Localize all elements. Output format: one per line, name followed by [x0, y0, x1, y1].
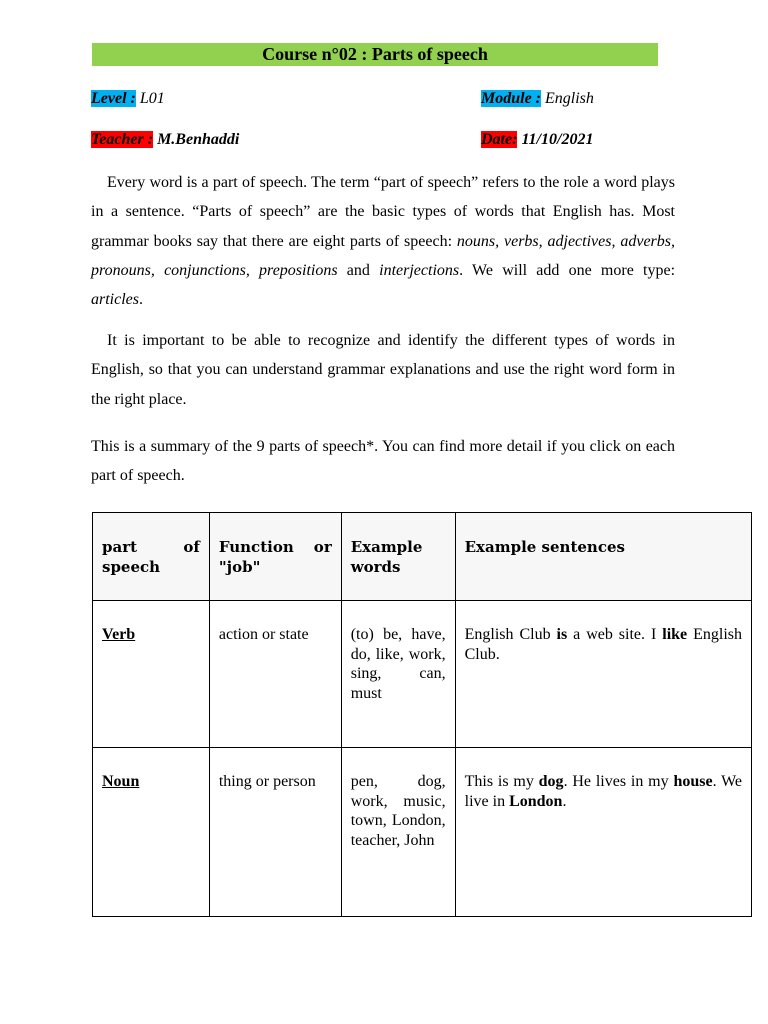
intro-text-b: . We will add one more type:: [459, 261, 676, 279]
summary-text: This is a summary of the 9 parts of speech*. You can find more detail if you click on each part of speech.: [91, 438, 675, 485]
sentence-text: . He lives in my: [563, 773, 674, 790]
intro-list-a: nouns, verbs, adjectives, adverbs, pronouns, conjunctions, prepositions: [91, 232, 676, 279]
intro-end: .: [139, 291, 143, 309]
level-value: L01: [139, 90, 165, 107]
header-example-sentences: Example sentences: [455, 513, 751, 601]
module-label: Module :: [481, 90, 541, 107]
importance-paragraph: [91, 326, 675, 414]
intro-and: and: [337, 261, 380, 279]
examples-text: pen, dog, work, music, town, London, teacher, John: [350, 773, 446, 849]
sentence-cell: [455, 601, 751, 748]
sentence-text: English Club: [464, 626, 557, 643]
intro-list-b: interjections: [379, 261, 460, 279]
date-label: Date:: [481, 131, 518, 148]
table-row: [93, 601, 752, 748]
sentence-bold: is: [556, 626, 568, 643]
sentence-text: a web site. I: [567, 626, 663, 643]
intro-paragraph: [91, 168, 675, 314]
date-line: [481, 130, 593, 150]
parts-of-speech-table: [92, 512, 752, 917]
module-line: [481, 89, 594, 109]
sentence-text: This is my: [464, 773, 539, 790]
intro-list-c: articles: [91, 291, 139, 309]
module-value: English: [545, 90, 594, 107]
table-header-row: [93, 513, 752, 601]
part-link-verb[interactable]: Verb: [102, 626, 136, 643]
date-value: 11/10/2021: [521, 131, 594, 148]
teacher-value: M.Benhaddi: [157, 131, 240, 148]
sentence-bold: London: [509, 792, 563, 810]
examples-cell: (to) be, have, do, like, work, sing, can, must: [341, 601, 455, 748]
function-cell: action or state: [209, 601, 341, 748]
sentence-text: .: [562, 792, 567, 810]
part-link-noun[interactable]: Noun: [102, 773, 140, 790]
sentence-bold: house: [673, 773, 713, 790]
course-title: Course n°02 : Parts of speech: [92, 43, 658, 66]
examples-cell: [341, 748, 455, 917]
table-row: [93, 748, 752, 917]
part-cell: [93, 748, 210, 917]
sentence-bold: dog: [538, 773, 564, 790]
part-cell: [93, 601, 210, 748]
header-example-words: Example words: [341, 513, 455, 601]
sentence-text: . We live in: [464, 773, 743, 810]
importance-text: It is important to be able to recognize and identify the different types of words in English, so that you can understand grammar explanations and use the right word form in the right place.: [91, 332, 675, 408]
level-label: Level :: [91, 90, 136, 107]
sentence-bold: like: [662, 626, 688, 643]
teacher-label: Teacher :: [91, 131, 154, 148]
level-line: [91, 89, 165, 109]
header-function: Function or "job": [209, 513, 341, 601]
summary-paragraph: [91, 432, 675, 491]
sentence-text: English Club.: [464, 626, 742, 663]
intro-text-a: Every word is a part of speech. The term “part of speech” refers to the role a word plays in a sentence. “Parts of speech” are the basic types of words that English has. Most grammar books say that there are eight parts of speech:: [91, 174, 675, 250]
header-part-of-speech: part of speech: [93, 513, 210, 601]
sentence-cell: [455, 748, 751, 917]
function-cell: thing or person: [209, 748, 341, 917]
teacher-line: [91, 130, 239, 150]
